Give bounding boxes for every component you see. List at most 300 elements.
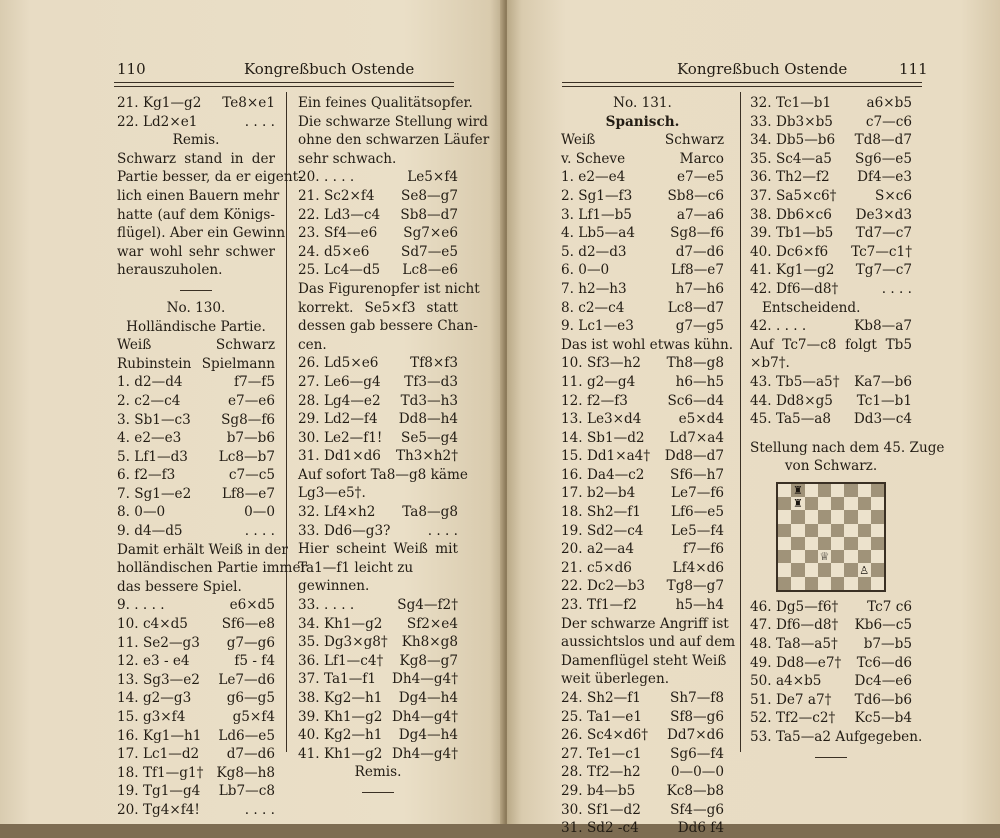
board-square (858, 510, 871, 523)
white-move: 33. Db3×b5 (750, 113, 833, 130)
black-move: Dd3—c4 (853, 411, 912, 428)
board-square: ♜ (792, 497, 803, 511)
white-move: 29. Ld2—f4 (298, 411, 378, 428)
move-row (750, 635, 912, 654)
black-move: Tf3—d3 (404, 373, 458, 390)
move-row (750, 616, 912, 635)
diagram-caption (750, 439, 945, 476)
board-square (858, 537, 871, 550)
move-row (750, 94, 912, 113)
white-move: 5. Lf1—d3 (117, 448, 188, 465)
black-move: Dh4—g4† (391, 745, 458, 762)
players-row (561, 150, 724, 169)
move-row (298, 670, 458, 689)
opening-name: Holländische Partie. (126, 318, 266, 335)
board-square (818, 497, 831, 510)
white-move: 1. e2—e4 (561, 169, 626, 186)
white-move: 31. Sd2 -c4 (561, 820, 639, 837)
white-move: 13. Le3×d4 (561, 411, 642, 428)
move-row (750, 598, 912, 617)
board-square (791, 577, 804, 590)
black-move: Dd8—d7 (664, 448, 724, 465)
black-move: 0—0—0 (670, 764, 724, 781)
running-title-right: Kongreßbuch Ostende (677, 60, 848, 78)
white-move: 8. 0—0 (117, 504, 166, 521)
black-move: Sd7—e5 (401, 243, 458, 260)
black-move: Lf4×d6 (672, 559, 724, 576)
white-move: 20. Tg4×f4! (117, 801, 200, 818)
white-move: 28. Lg4—e2 (298, 392, 381, 409)
black-move: c7—c5 (228, 467, 275, 484)
annotation-line: Der schwarze Angriff ist (561, 615, 729, 632)
white-move: 41. Kg1—g2 (750, 262, 835, 279)
board-square (844, 510, 857, 523)
black-move: Lc8—d7 (667, 299, 724, 316)
board-square (844, 537, 857, 550)
black-move: Lf8—e7 (222, 485, 275, 502)
white-move: 33. . . . . (298, 597, 355, 614)
move-row (561, 168, 724, 187)
board-square (871, 510, 884, 523)
annotation-line: holländischen Partie immer (117, 560, 307, 577)
white-move: 15. Dd1×a4† (561, 448, 651, 465)
black-move: . . . . (244, 801, 275, 818)
move-row (298, 615, 458, 634)
annotation-line: ×b7†. (750, 355, 790, 372)
move-row (561, 540, 724, 559)
white-move: 49. Dd8—e7† (750, 654, 842, 671)
game-number: No. 131. (613, 95, 672, 111)
white-move: 6. 0—0 (561, 262, 610, 279)
move-row (750, 224, 912, 243)
black-move: g7—g5 (675, 318, 724, 335)
white-move: 7. Sg1—e2 (117, 485, 192, 502)
board-square (818, 510, 831, 523)
move-row (117, 764, 275, 783)
move-row (750, 206, 912, 225)
move-row (298, 429, 458, 448)
white-move: 40. Dc6×f6 (750, 243, 829, 260)
white-move: 46. Dg5—f6† (750, 598, 839, 615)
header-rule-right-2 (562, 86, 922, 87)
move-row (561, 299, 724, 318)
black-move: Le7—d6 (218, 671, 275, 688)
move-row (561, 429, 724, 448)
move-row (298, 745, 458, 764)
move-row (750, 243, 912, 262)
move-row (298, 373, 458, 392)
move-row (117, 615, 275, 634)
board-square (858, 497, 871, 510)
black-move: Se8—g7 (401, 187, 458, 204)
black-move: Sf6—e8 (221, 616, 275, 633)
black-move: Sg4—f2† (397, 597, 458, 614)
move-row (298, 354, 458, 373)
move-row (561, 689, 724, 708)
black-move: e5×d4 (678, 411, 724, 428)
player-black: Marco (679, 150, 724, 167)
white-move: 2. c2—c4 (117, 392, 181, 409)
white-move: 9. d4—d5 (117, 523, 183, 540)
move-row (117, 485, 275, 504)
player-white: Rubinstein (117, 355, 192, 372)
annotation-line: Auf sofort Ta8—g8 käme (298, 466, 468, 483)
board-square (805, 524, 818, 537)
black-move: e6×d5 (229, 597, 275, 614)
move-row (117, 466, 275, 485)
page-number-left: 110 (117, 60, 146, 78)
black-move: Df4—e3 (857, 169, 912, 186)
white-move: 34. Db5—b6 (750, 132, 836, 149)
white-move: 18. Tf1—g1† (117, 764, 204, 781)
white-move: 10. c4×d5 (117, 616, 188, 633)
board-square (818, 563, 831, 576)
move-row (298, 708, 458, 727)
page-number-right: 111 (899, 60, 928, 78)
board-square (871, 550, 884, 563)
move-row (298, 243, 458, 262)
opening-name: Spanisch. (605, 113, 680, 130)
white-move: 50. a4×b5 (750, 673, 822, 690)
white-move: 14. g2—g3 (117, 690, 192, 707)
white-move: 35. Dg3×g8† (298, 634, 388, 651)
black-move: Le7—f6 (671, 485, 724, 502)
move-row (117, 782, 275, 801)
move-row (750, 187, 912, 206)
annotation-line: aussichtslos und auf dem (561, 634, 736, 651)
white-move: 6. f2—f3 (117, 467, 176, 484)
black-move: Ld6—e5 (218, 727, 275, 744)
move-row (117, 727, 275, 746)
board-square (778, 497, 791, 510)
player-black: Schwarz (215, 337, 275, 354)
annotation-line: Lg3—e5†. (298, 485, 366, 502)
board-square (858, 550, 871, 563)
players-row (117, 336, 275, 355)
black-move: Sg7×e6 (403, 225, 458, 242)
white-move: 1. d2—d4 (117, 374, 183, 391)
move-row (298, 261, 458, 280)
white-move: 24. Sh2—f1 (561, 690, 641, 706)
black-move: Sh7—f8 (670, 690, 724, 706)
move-row (298, 689, 458, 708)
black-move: . . . . (881, 280, 912, 297)
move-row (561, 354, 724, 373)
board-square (831, 497, 844, 510)
white-move: 17. b2—b4 (561, 485, 636, 502)
black-move: . . . . (244, 523, 275, 540)
black-move: Dg4—h4 (398, 727, 458, 744)
left-column-2 (298, 94, 490, 801)
board-square: ♜ (792, 484, 803, 497)
annotation-line: Die schwarze Stellung wird (298, 113, 488, 130)
players-row (561, 131, 724, 150)
right-column-1 (561, 94, 736, 838)
white-move: 16. Kg1—h1 (117, 727, 202, 744)
black-move: b7—b6 (226, 430, 275, 447)
black-move: Tg8—g7 (666, 578, 724, 595)
move-row (750, 691, 912, 710)
board-square (778, 550, 791, 563)
move-row (561, 373, 724, 392)
white-move: 22. Dc2—b3 (561, 578, 646, 595)
move-row (750, 280, 912, 299)
white-move: 23. Sf4—e6 (298, 225, 378, 242)
white-move: 3. Sb1—c3 (117, 411, 191, 428)
black-move: Tf8×f3 (410, 355, 458, 372)
white-move: 16. Da4—c2 (561, 466, 645, 483)
move-row (750, 131, 912, 150)
move-row (298, 726, 458, 745)
white-move: 47. Df6—d8† (750, 617, 839, 634)
white-move: 2. Sg1—f3 (561, 187, 633, 204)
black-move: Le5×f4 (407, 169, 458, 186)
board-square (858, 524, 871, 537)
black-move: Tc7—c1† (851, 243, 912, 260)
black-move: Td6—b6 (854, 691, 912, 708)
black-move: Ta8—g8 (402, 504, 458, 521)
move-row (561, 243, 724, 262)
black-move: Ka7—b6 (854, 373, 912, 390)
players-row (117, 355, 275, 374)
black-move: Sg8—f6 (221, 411, 275, 428)
white-move: 5. d2—d3 (561, 243, 627, 260)
black-move: c7—c6 (865, 113, 912, 130)
white-move: 24. d5×e6 (298, 243, 370, 260)
white-move: 20. a2—a4 (561, 541, 635, 558)
move-row (561, 187, 724, 206)
move-row (117, 671, 275, 690)
board-square (871, 484, 884, 497)
separator-rule (362, 792, 394, 793)
white-move: 26. Sc4×d6† (561, 727, 649, 744)
board-square: ♙ (859, 563, 870, 577)
black-move: Dc4—e6 (854, 673, 912, 690)
black-move: Tg7—c7 (855, 262, 912, 279)
white-move: 33. Dd6—g3? (298, 522, 391, 539)
black-move: Th8—g8 (666, 355, 724, 372)
white-move: 15. g3×f4 (117, 709, 186, 725)
move-row (298, 224, 458, 243)
white-move: 21. c5×d6 (561, 559, 632, 576)
black-move: Tc7 c6 (867, 598, 912, 615)
black-move: Sg6—e5 (855, 150, 912, 167)
black-move: Tc6—d6 (856, 654, 912, 671)
move-row (750, 654, 912, 673)
black-move: d7—d6 (226, 746, 275, 763)
header-rule-right (562, 82, 922, 83)
annotation-line: hatte (auf dem Königs- (117, 206, 275, 223)
board-square (805, 550, 818, 563)
white-move: 18. Sh2—f1 (561, 504, 641, 521)
black-move: b7—b5 (863, 636, 912, 653)
move-row (561, 745, 724, 764)
board-square (805, 510, 818, 523)
white-move: 11. Se2—g3 (117, 634, 200, 651)
column-divider-left (286, 92, 287, 752)
white-move: 28. Tf2—h2 (561, 764, 641, 781)
board-square (858, 484, 871, 497)
board-square (844, 484, 857, 497)
move-row (750, 150, 912, 169)
move-row (561, 484, 724, 503)
black-move: Se5—g4 (401, 429, 458, 446)
white-move: 34. Kh1—g2 (298, 615, 383, 632)
annotation-line: weit überlegen. (561, 671, 670, 688)
white-move: 13. Sg3—e2 (117, 671, 200, 688)
result-remis: Remis. (172, 132, 220, 149)
black-move: De3×d3 (855, 206, 912, 223)
board-square (831, 510, 844, 523)
black-move: Kc8—b8 (666, 782, 724, 799)
board-square (818, 484, 831, 497)
white-move: 37. Ta1—f1 (298, 671, 376, 688)
move-row (561, 819, 724, 838)
move-row (298, 168, 458, 187)
white-move: 30. Le2—f1! (298, 429, 383, 446)
white-move: 39. Tb1—b5 (750, 225, 834, 242)
white-move: 26. Ld5×e6 (298, 355, 379, 372)
black-move: a6×b5 (866, 95, 912, 111)
move-row (561, 317, 724, 336)
white-move: 8. c2—c4 (561, 299, 625, 316)
black-move: Th3×h2† (395, 448, 458, 465)
player-black: Spielmann (201, 355, 275, 372)
black-move: f5 - f4 (234, 653, 275, 670)
board-square (805, 484, 818, 497)
move-row (561, 392, 724, 411)
white-move: 17. Lc1—d2 (117, 746, 200, 763)
black-move: Sf6—h7 (670, 466, 724, 483)
board-square (791, 537, 804, 550)
black-move: Kg8—h8 (216, 764, 275, 781)
white-move: 12. e3 - e4 (117, 653, 190, 670)
annotation-line: Auf Tc7—c8 folgt Tb5 (750, 336, 912, 353)
result-remis: Remis. (354, 764, 402, 781)
game-number: No. 130. (166, 299, 226, 316)
white-move: 40. Kg2—h1 (298, 727, 383, 744)
white-move: 12. f2—f3 (561, 392, 628, 409)
move-row (561, 559, 724, 578)
move-row (117, 113, 275, 132)
board-square (791, 550, 804, 563)
right-page (507, 0, 1000, 837)
annotation-line: Partie besser, da er eigent- (117, 169, 303, 186)
move-row (117, 652, 275, 671)
board-square (818, 537, 831, 550)
move-row (561, 801, 724, 820)
white-move: 38. Kg2—h1 (298, 690, 383, 706)
white-move: 22. Ld3—c4 (298, 206, 381, 223)
black-move: Dh4—g4† (391, 708, 458, 725)
black-move: Dg4—h4 (398, 690, 458, 706)
move-row (117, 392, 275, 411)
board-square (831, 524, 844, 537)
annotation-line: herauszuholen. (117, 262, 223, 279)
white-move: 25. Lc4—d5 (298, 262, 381, 279)
move-row (117, 522, 275, 541)
board-square (791, 563, 804, 576)
board-square (791, 524, 804, 537)
white-move: 25. Ta1—e1 (561, 708, 642, 725)
black-move: Te8×e1 (222, 95, 275, 111)
black-move: e7—e5 (677, 169, 724, 186)
white-move: 4. Lb5—a4 (561, 225, 636, 242)
black-move: . . . . (427, 522, 458, 539)
move-row (750, 410, 912, 429)
move-row (298, 206, 458, 225)
white-move: 3. Lf1—b5 (561, 206, 632, 223)
annotation-line: Ein feines Qualitätsopfer. (298, 95, 473, 111)
board-square (805, 537, 818, 550)
move-row (117, 801, 275, 820)
black-move: Lf8—e7 (671, 262, 724, 279)
move-row (117, 634, 275, 653)
black-move: h5—h4 (675, 597, 724, 614)
move-row (561, 447, 724, 466)
black-move: Ld7×a4 (669, 429, 724, 446)
white-move: 9. Lc1—e3 (561, 318, 634, 335)
annotation-line: Das Figurenopfer ist nicht (298, 280, 480, 297)
annotation-line: Hier scheint Weiß mit (298, 541, 458, 558)
black-move: S×c6 (875, 187, 912, 204)
chess-diagram (776, 482, 886, 592)
white-move: 31. Dd1×d6 (298, 448, 381, 465)
move-row (750, 113, 912, 132)
black-move: 0—0 (244, 504, 275, 521)
board-square (778, 510, 791, 523)
black-move: Sg8—f6 (670, 225, 724, 242)
white-move: 43. Tb5—a5† (750, 373, 840, 390)
move-row (750, 373, 912, 392)
white-move: 29. b4—b5 (561, 782, 636, 799)
black-move: Lb7—c8 (218, 783, 275, 800)
board-square (871, 537, 884, 550)
annotation-line: lich einen Bauern mehr (117, 187, 280, 204)
board-square (844, 550, 857, 563)
move-row (117, 448, 275, 467)
black-move: Lc8—b7 (218, 448, 275, 465)
separator-rule (815, 757, 847, 758)
white-move: 19. Tg1—g4 (117, 783, 201, 800)
board-square (831, 484, 844, 497)
player-black: Schwarz (664, 132, 724, 149)
move-row (298, 410, 458, 429)
board-square (871, 563, 884, 576)
left-column-1 (117, 94, 307, 820)
black-move: Sf4—g6 (670, 801, 724, 818)
annotation-line: flügel). Aber ein Gewinn (117, 225, 286, 242)
annotation-line: cen. (298, 336, 327, 353)
separator-rule (180, 290, 212, 291)
move-row (117, 373, 275, 392)
move-row (298, 503, 458, 522)
board-square (778, 563, 791, 576)
black-move: h7—h6 (675, 280, 724, 297)
black-move: Kh8×g8 (401, 634, 458, 651)
white-move: 41. Kh1—g2 (298, 745, 383, 762)
black-move: Sf8—g6 (670, 708, 724, 725)
board-square (831, 563, 844, 576)
move-row (561, 261, 724, 280)
white-move: 27. Le6—g4 (298, 373, 381, 390)
annotation-line: korrekt. Se5×f3 statt (298, 299, 458, 316)
right-column-2 (750, 94, 945, 766)
black-move: Kb6—c5 (854, 617, 912, 634)
move-row (750, 261, 912, 280)
move-row (750, 392, 912, 411)
header-rule-left (114, 82, 454, 83)
